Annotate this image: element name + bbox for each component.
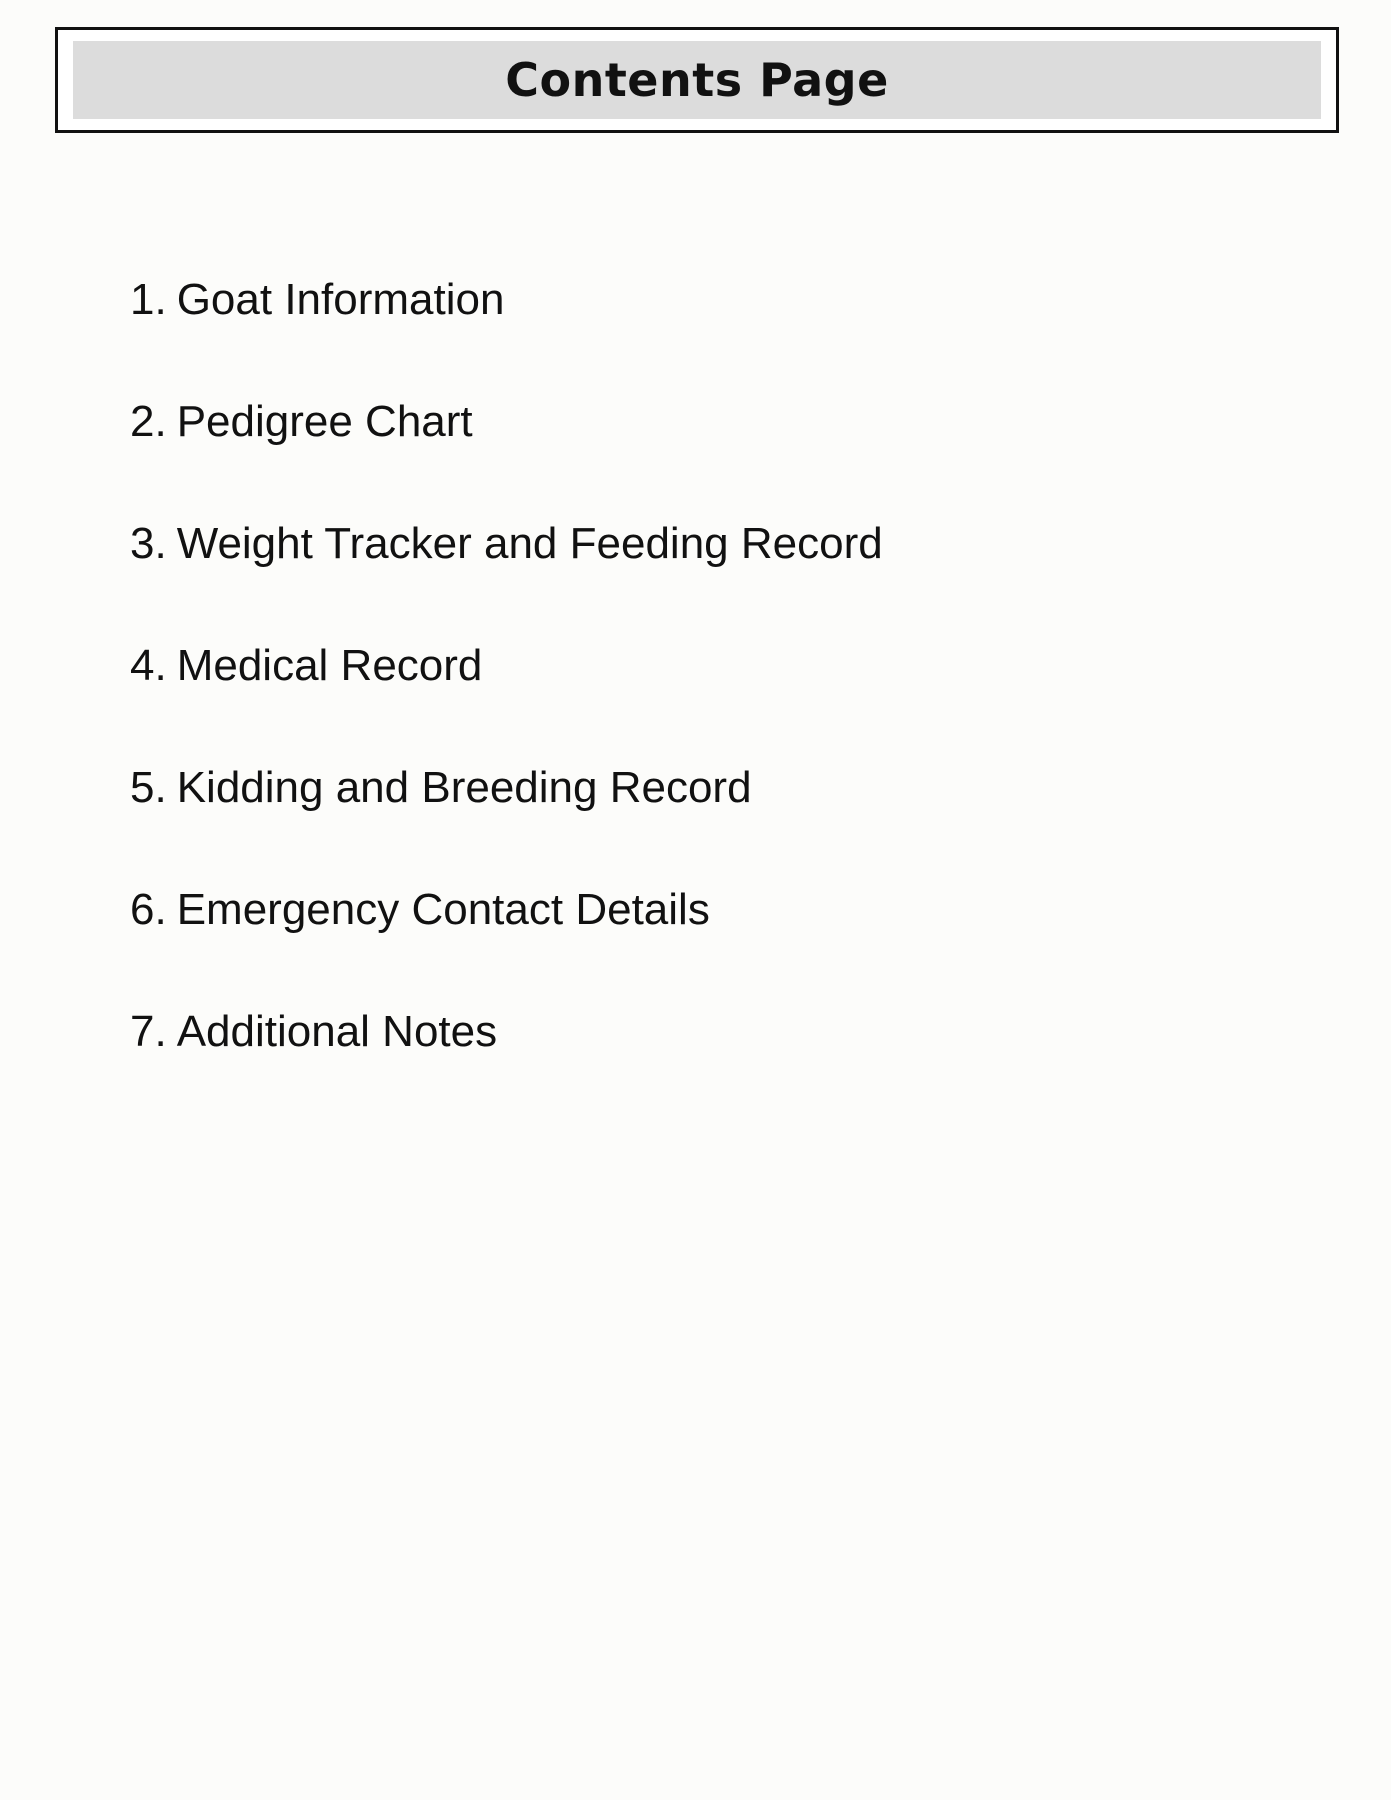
contents-item-number: 3.	[130, 519, 167, 568]
contents-list	[130, 268, 883, 1122]
contents-item-label: Additional Notes	[176, 1007, 498, 1056]
contents-item-pedigree-chart	[130, 390, 883, 512]
contents-item-number: 2.	[130, 397, 167, 446]
contents-item-number: 5.	[130, 763, 167, 812]
contents-item-number: 6.	[130, 885, 167, 934]
contents-item-kidding-breeding	[130, 756, 883, 878]
contents-item-additional-notes	[130, 1000, 883, 1122]
contents-item-label: Pedigree Chart	[176, 397, 473, 446]
contents-item-label: Kidding and Breeding Record	[176, 763, 752, 812]
contents-item-number: 4.	[130, 641, 167, 690]
contents-item-label: Weight Tracker and Feeding Record	[176, 519, 883, 568]
page-title: Contents Page	[505, 53, 889, 107]
contents-item-number: 1.	[130, 275, 167, 324]
contents-item-label: Emergency Contact Details	[176, 885, 710, 934]
contents-item-number: 7.	[130, 1007, 167, 1056]
contents-item-weight-tracker	[130, 512, 883, 634]
title-band	[73, 41, 1321, 119]
contents-item-emergency-contact	[130, 878, 883, 1000]
contents-item-label: Goat Information	[176, 275, 505, 324]
title-box	[55, 27, 1339, 133]
contents-item-label: Medical Record	[176, 641, 483, 690]
contents-item-goat-information	[130, 268, 883, 390]
contents-item-medical-record	[130, 634, 883, 756]
